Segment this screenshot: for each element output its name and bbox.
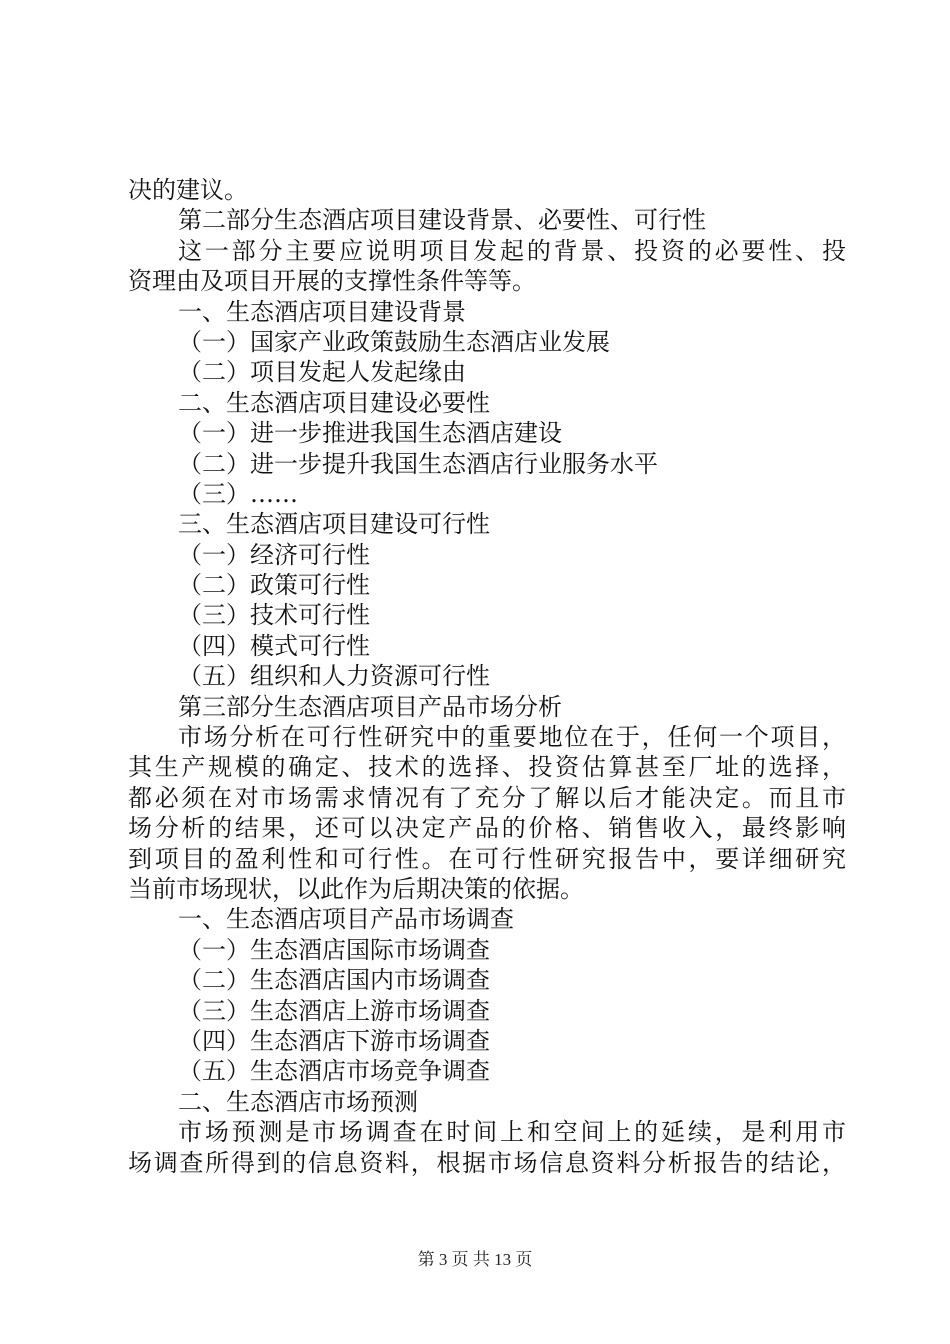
text-line: （三）…… (178, 479, 298, 508)
text-line: 当前市场现状，以此作为后期决策的依据。 (128, 874, 584, 903)
text-line: 第三部分生态酒店项目产品市场分析 (178, 692, 562, 721)
text-line: （三）技术可行性 (178, 601, 370, 630)
text-line: 场分析的结果，还可以决定产品的价格、销售收入，最终影响 (128, 814, 846, 843)
text-line: （二）进一步提升我国生态酒店行业服务水平 (178, 449, 658, 478)
text-line: 都必须在对市场需求情况有了充分了解以后才能决定。而且市 (128, 783, 846, 812)
text-line: 这一部分主要应说明项目发起的背景、投资的必要性、投 (178, 236, 846, 265)
text-line: 第二部分生态酒店项目建设背景、必要性、可行性 (178, 206, 706, 235)
text-line: （二）项目发起人发起缘由 (178, 358, 466, 387)
text-line: 二、生态酒店项目建设必要性 (178, 388, 490, 417)
text-line: （一）生态酒店国际市场调查 (178, 935, 490, 964)
text-line: 场调查所得到的信息资料，根据市场信息资料分析报告的结论， (128, 1148, 846, 1177)
text-line: 市场分析在可行性研究中的重要地位在于，任何一个项目， (178, 723, 846, 752)
text-line: 二、生态酒店市场预测 (178, 1087, 418, 1116)
text-line: （三）生态酒店上游市场调查 (178, 996, 490, 1025)
text-line: 到项目的盈利性和可行性。在可行性研究报告中，要详细研究 (128, 844, 846, 873)
text-line: （一）经济可行性 (178, 540, 370, 569)
text-line: （五）生态酒店市场竞争调查 (178, 1057, 490, 1086)
text-line: 市场预测是市场调查在时间上和空间上的延续，是利用市 (178, 1118, 846, 1147)
text-line: 决的建议。 (128, 176, 248, 204)
text-line: （四）生态酒店下游市场调查 (178, 1026, 490, 1055)
document-body (128, 175, 846, 1178)
text-line: （一）进一步推进我国生态酒店建设 (178, 419, 562, 448)
text-line: （一）国家产业政策鼓励生态酒店业发展 (178, 327, 610, 356)
text-line: 其生产规模的确定、技术的选择、投资估算甚至厂址的选择， (128, 753, 846, 782)
text-line: 资理由及项目开展的支撑性条件等等。 (128, 267, 536, 296)
text-line: （五）组织和人力资源可行性 (178, 662, 490, 691)
text-line: 一、生态酒店项目产品市场调查 (178, 905, 514, 934)
text-line: （二）政策可行性 (178, 571, 370, 600)
text-line: （四）模式可行性 (178, 631, 370, 660)
text-line: （二）生态酒店国内市场调查 (178, 966, 490, 995)
text-line: 一、生态酒店项目建设背景 (178, 297, 466, 326)
page-footer: 第 3 页 共 13 页 (417, 1250, 533, 1269)
text-line: 三、生态酒店项目建设可行性 (178, 510, 490, 539)
